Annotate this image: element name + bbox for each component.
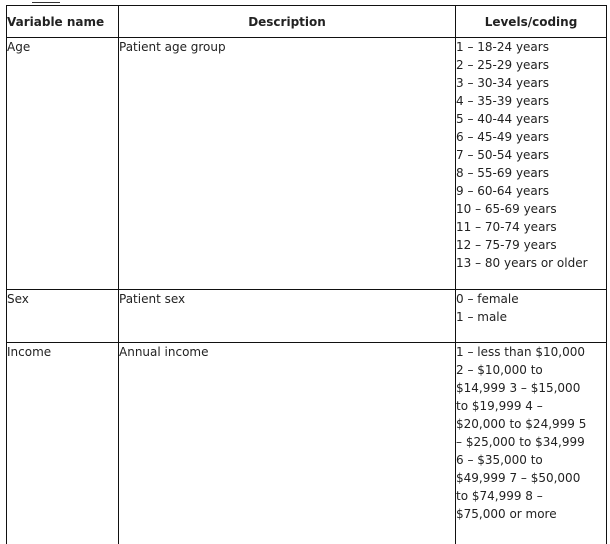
level-item: 5 – 40-44 years <box>456 112 549 126</box>
level-item: 6 – 45-49 years <box>456 130 549 144</box>
level-item: 10 – 65-69 years <box>456 202 557 216</box>
variable-name-cell: Age <box>7 38 119 290</box>
levels-cell <box>456 343 607 544</box>
level-item: 3 – 30-34 years <box>456 76 549 90</box>
variable-name-cell: Sex <box>7 290 119 343</box>
level-item: 7 – 50-54 years <box>456 148 549 162</box>
level-item: 8 – 55-69 years <box>456 166 549 180</box>
level-item: 1 – 18-24 years <box>456 40 549 54</box>
table-row <box>7 290 607 343</box>
variable-name-cell: Income <box>7 343 119 544</box>
level-item: 2 – 25-29 years <box>456 58 549 72</box>
levels-cell <box>456 38 607 290</box>
level-item: 1 – male <box>456 310 508 324</box>
table-row <box>7 343 607 544</box>
level-item: 11 – 70-74 years <box>456 220 557 234</box>
level-item: 1 – less than $10,000 2 – $10,000 to $14,999 3 – $15,000 to $19,999 4 – $20,000 to $24,999 5 – $25,000 to $34,999 6 – $35,000 to $49,999 7 – $50,000 to $74,999 8 – $75,000 or more <box>456 345 587 521</box>
header-description: Description <box>119 6 456 38</box>
description-cell: Patient sex <box>119 290 456 343</box>
header-row <box>7 6 607 38</box>
header-variable-name: Variable name <box>7 6 119 38</box>
description-cell: Patient age group <box>119 38 456 290</box>
codebook-table <box>6 5 607 544</box>
levels-cell <box>456 290 607 343</box>
header-levels-coding: Levels/coding <box>456 6 607 38</box>
level-item: 12 – 75-79 years <box>456 238 557 252</box>
level-item: 9 – 60-64 years <box>456 184 549 198</box>
table-row <box>7 38 607 290</box>
level-item: 0 – female <box>456 292 519 306</box>
table-body <box>7 38 607 544</box>
table-header <box>7 6 607 38</box>
level-item: 13 – 80 years or older <box>456 256 588 270</box>
level-item: 4 – 35-39 years <box>456 94 549 108</box>
description-cell: Annual income <box>119 343 456 544</box>
cropped-text-fragment <box>32 0 60 3</box>
